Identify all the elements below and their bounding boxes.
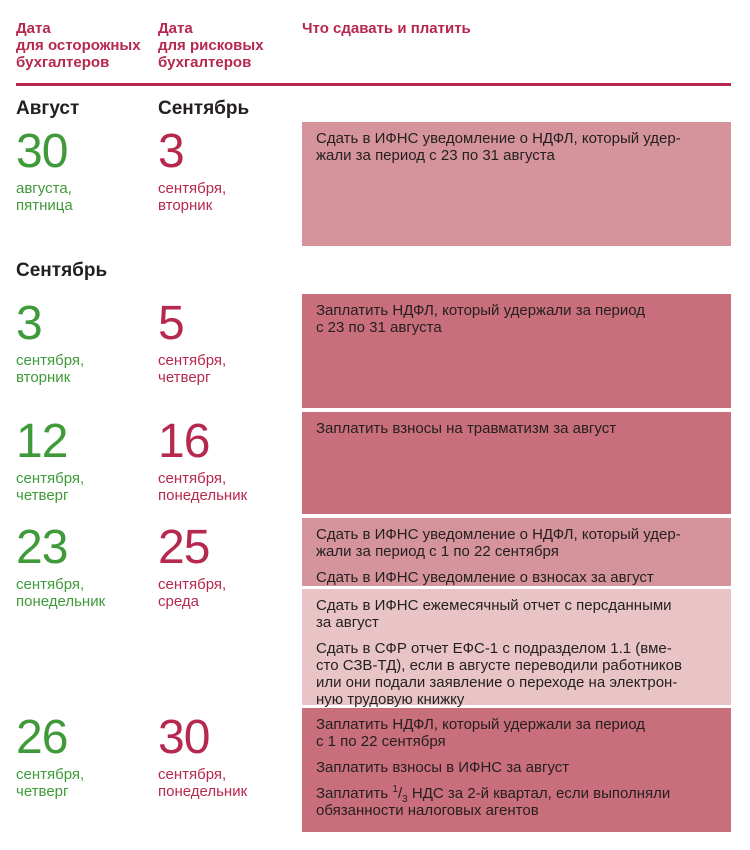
date-risky-row-2	[158, 297, 227, 386]
header-divider	[16, 83, 731, 86]
date-risky-row-1	[158, 125, 227, 214]
date-careful-row-4	[16, 521, 106, 610]
date-risky-row-5	[158, 711, 248, 800]
date-careful-row-3	[16, 415, 85, 504]
day-caption: августа, пятница	[16, 180, 73, 214]
day-caption: сентября, четверг	[16, 470, 85, 504]
task-item: Сдать в СФР отчет ЕФС-1 с подразделом 1.1 (вме- сто СЗВ-ТД), если в августе переводили работников или они подали заявление о переходе на электрон- ную трудовую книжку	[316, 640, 682, 708]
day-caption: сентября, понедельник	[158, 470, 248, 504]
task-item-vat	[316, 785, 717, 819]
date-careful-row-5	[16, 711, 85, 800]
month-careful-august: Август	[16, 98, 80, 119]
task-item: Сдать в ИФНС ежемесячный отчет с персданными за август	[316, 597, 672, 631]
day-caption: сентября, вторник	[158, 180, 227, 214]
header-col-careful: Дата для осторожных бухгалтеров	[16, 20, 141, 71]
day-caption: сентября, четверг	[158, 352, 227, 386]
fraction-slash: /	[397, 785, 403, 802]
date-risky-row-3	[158, 415, 248, 504]
date-careful-row-2	[16, 297, 85, 386]
task-box-row-1	[302, 122, 731, 246]
task-box-row-5	[302, 708, 731, 832]
task-box-row-3	[302, 412, 731, 514]
task-item: Сдать в ИФНС уведомление о НДФЛ, который удер- жали за период с 1 по 22 сентября	[316, 526, 681, 560]
header-col-tasks: Что сдавать и платить	[302, 20, 471, 37]
vat-prefix: Заплатить	[316, 785, 393, 802]
day-caption: сентября, вторник	[16, 352, 85, 386]
date-risky-row-4	[158, 521, 227, 610]
day-caption: сентября, понедельник	[16, 576, 106, 610]
day-number: 30	[158, 711, 210, 764]
task-item: Сдать в ИФНС уведомление о взносах за август	[316, 569, 654, 586]
day-caption: сентября, понедельник	[158, 766, 248, 800]
task-item: Заплатить взносы на травматизм за август	[316, 420, 617, 437]
day-number: 25	[158, 521, 210, 574]
header-col-risky: Дата для рисковых бухгалтеров	[158, 20, 264, 71]
task-box-row-4b	[302, 589, 731, 708]
fraction-denominator: 3	[402, 794, 408, 805]
day-number: 5	[158, 297, 184, 350]
task-box-row-4a	[302, 518, 731, 586]
day-caption: сентября, четверг	[16, 766, 85, 800]
task-item: Заплатить НДФЛ, который удержали за период с 23 по 31 августа	[316, 302, 646, 336]
task-box-row-2	[302, 294, 731, 408]
date-careful-row-1	[16, 125, 73, 214]
day-number: 26	[16, 711, 68, 764]
task-item: Заплатить взносы в ИФНС за август	[316, 759, 570, 776]
task-item: Заплатить НДФЛ, который удержали за период с 1 по 22 сентября	[316, 716, 646, 750]
task-item: Сдать в ИФНС уведомление о НДФЛ, который удер- жали за период с 23 по 31 августа	[316, 130, 681, 164]
day-number: 23	[16, 521, 68, 574]
day-number: 3	[16, 297, 42, 350]
day-number: 30	[16, 125, 68, 178]
day-number: 16	[158, 415, 210, 468]
day-number: 12	[16, 415, 68, 468]
vat-rest: НДС за 2-й квартал, если выполняли обязанности налоговых агентов	[316, 785, 671, 819]
day-caption: сентября, среда	[158, 576, 227, 610]
month-risky-september: Сентябрь	[158, 98, 250, 119]
month-september: Сентябрь	[16, 260, 108, 281]
fraction-numerator: 1	[392, 784, 398, 795]
day-number: 3	[158, 125, 184, 178]
